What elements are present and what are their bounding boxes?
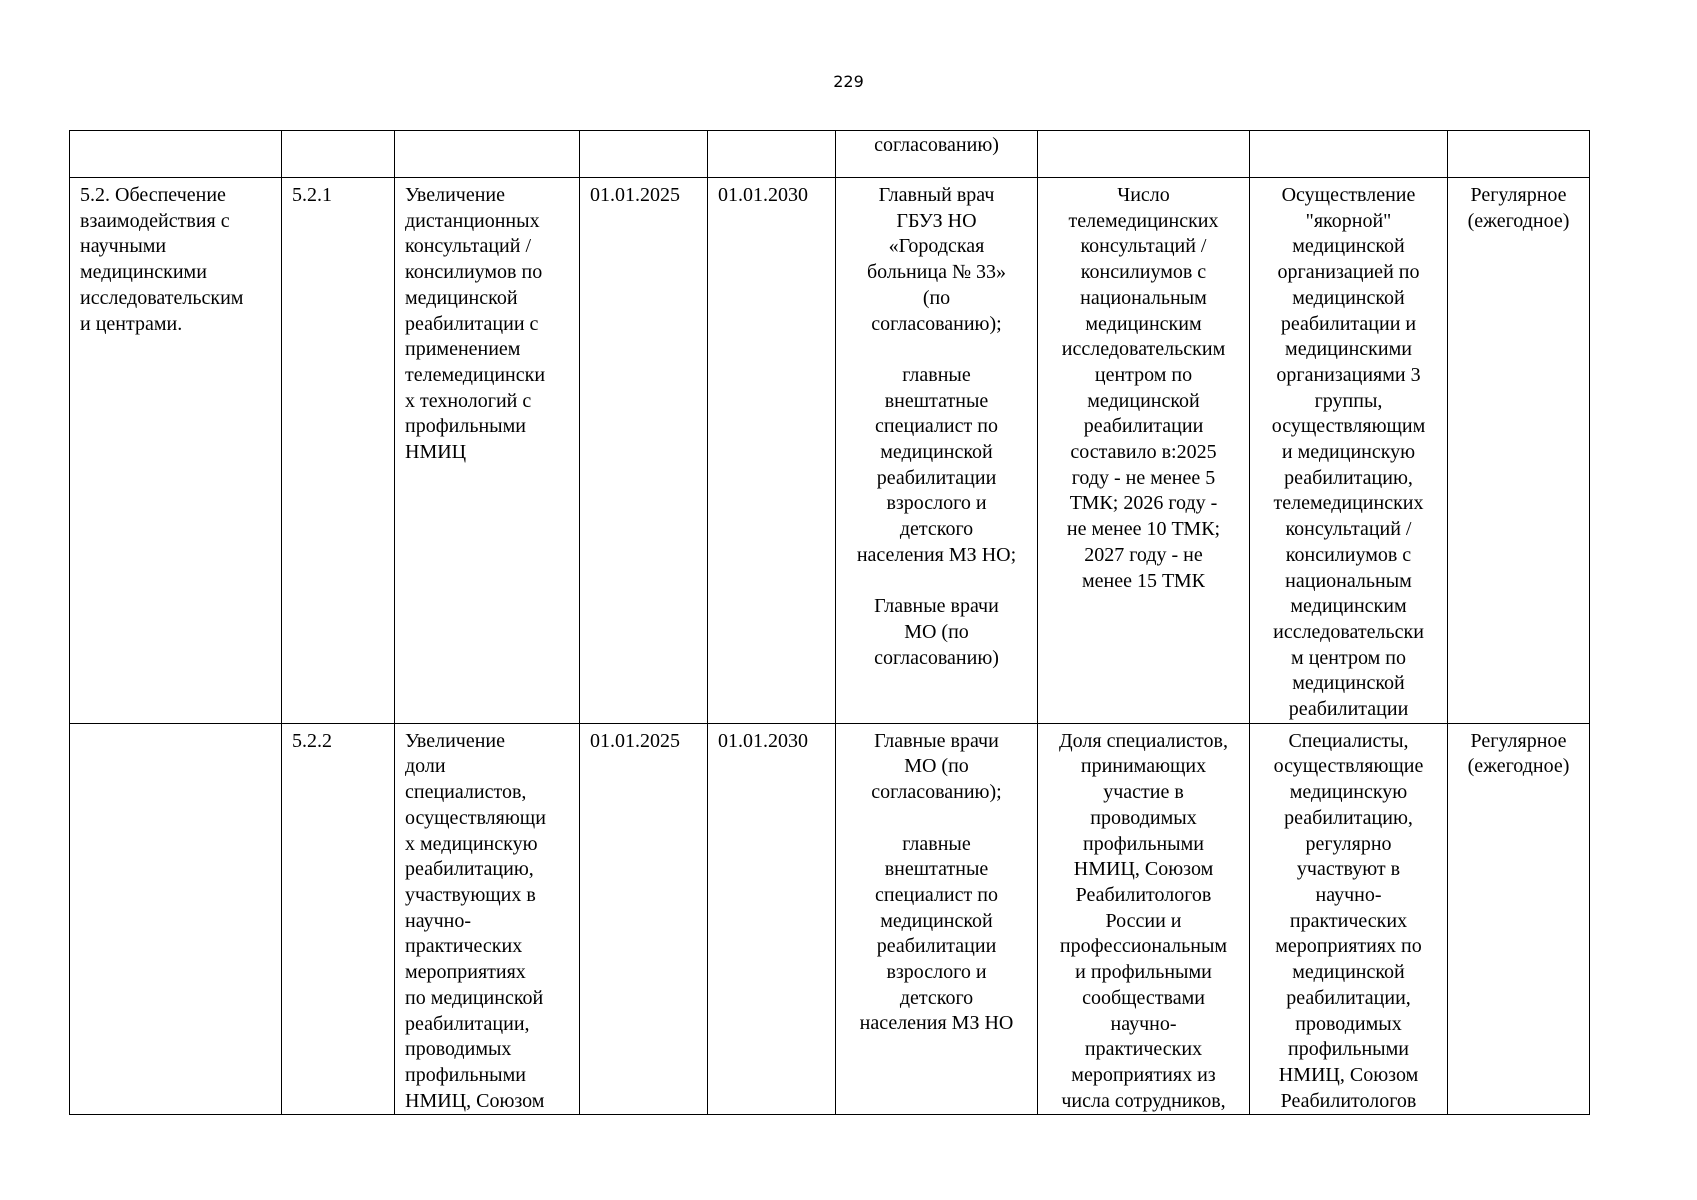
cell-section bbox=[70, 131, 282, 178]
cell-number bbox=[282, 131, 395, 178]
cell-number: 5.2.1 bbox=[282, 178, 395, 724]
cell-end-date bbox=[708, 131, 836, 178]
cell-indicator: Число телемедицинских консультаций / консилиумов с национальным медицинским исследовательским центром по медицинской реабилитации составило в:2025 году - не менее 5 ТМК; 2026 году - не менее 10 ТМК; 2027 году - не менее 15 ТМК bbox=[1038, 178, 1250, 724]
cell-responsible bbox=[836, 131, 1038, 178]
cell-responsible: Главные врачи МО (по согласованию); главные внештатные специалист по медицинской реабилитации взрослого и детского населения МЗ НО bbox=[836, 723, 1038, 1115]
table-row bbox=[70, 178, 1590, 724]
cell-indicator bbox=[1038, 131, 1250, 178]
page-number: 229 bbox=[833, 72, 864, 91]
responsible-tail: согласованию) bbox=[874, 134, 999, 156]
table-row-continuation bbox=[70, 131, 1590, 178]
cell-frequency bbox=[1448, 131, 1590, 178]
table-row bbox=[70, 723, 1590, 1115]
cell-frequency: Регулярное (ежегодное) bbox=[1448, 723, 1590, 1115]
plan-table bbox=[69, 130, 1590, 1115]
cell-section: 5.2. Обеспечение взаимодействия с научными медицинскими исследовательским и центрами. bbox=[70, 178, 282, 724]
cell-section bbox=[70, 723, 282, 1115]
cell-action: Увеличение доли специалистов, осуществляющи х медицинскую реабилитацию, участвующих в научно- практических мероприятиях по медицинской реабилитации, проводимых профильными НМИЦ, Союзом bbox=[395, 723, 580, 1115]
cell-start-date: 01.01.2025 bbox=[580, 723, 708, 1115]
cell-result: Осуществление "якорной" медицинской организацией по медицинской реабилитации и медицинскими организациями 3 группы, осуществляющим и медицинскую реабилитацию, телемедицинских консультаций / консилиумов с национальным медицинским исследовательски м центром по медицинской реабилитации bbox=[1250, 178, 1448, 724]
cell-action bbox=[395, 131, 580, 178]
cell-result bbox=[1250, 131, 1448, 178]
cell-start-date bbox=[580, 131, 708, 178]
cell-number: 5.2.2 bbox=[282, 723, 395, 1115]
cell-indicator: Доля специалистов, принимающих участие в проводимых профильными НМИЦ, Союзом Реабилитологов России и профессиональным и профильными сообществами научно- практических мероприятиях из числа сотрудников, bbox=[1038, 723, 1250, 1115]
cell-responsible: Главный врач ГБУЗ НО «Городская больница № 33» (по согласованию); главные внештатные специалист по медицинской реабилитации взрослого и детского населения МЗ НО; Главные врачи МО (по согласованию) bbox=[836, 178, 1038, 724]
cell-result: Специалисты, осуществляющие медицинскую реабилитацию, регулярно участвуют в научно- практических мероприятиях по медицинской реабилитации, проводимых профильными НМИЦ, Союзом Реабилитологов bbox=[1250, 723, 1448, 1115]
cell-end-date: 01.01.2030 bbox=[708, 723, 836, 1115]
cell-end-date: 01.01.2030 bbox=[708, 178, 836, 724]
cell-start-date: 01.01.2025 bbox=[580, 178, 708, 724]
cell-action: Увеличение дистанционных консультаций / консилиумов по медицинской реабилитации с применением телемедицински х технологий с профильными НМИЦ bbox=[395, 178, 580, 724]
cell-frequency: Регулярное (ежегодное) bbox=[1448, 178, 1590, 724]
